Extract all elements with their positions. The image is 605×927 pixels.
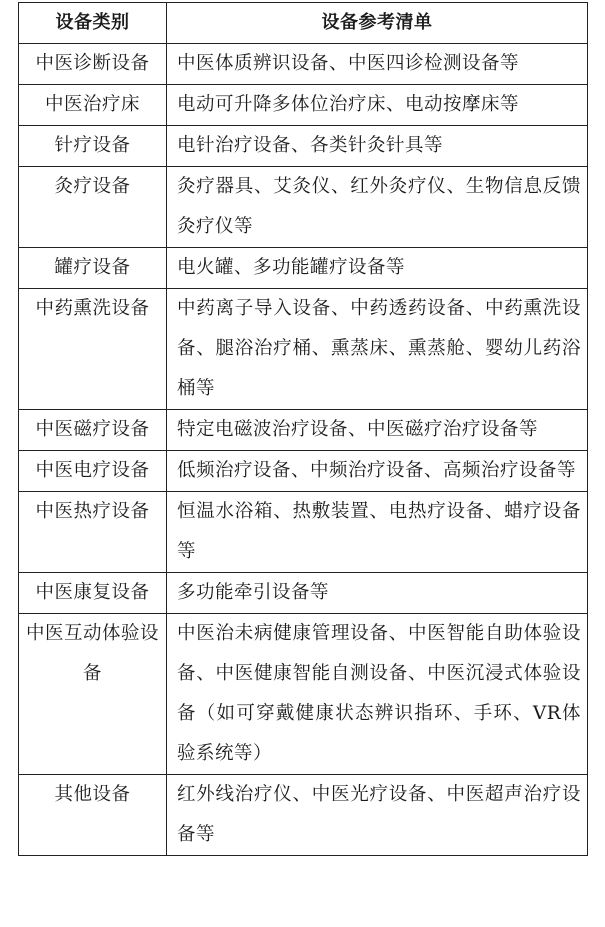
items-cell: 灸疗器具、艾灸仪、红外灸疗仪、生物信息反馈灸疗仪等: [167, 167, 588, 248]
table-row: [19, 573, 588, 614]
items-cell: 中药离子导入设备、中药透药设备、中药熏洗设备、腿浴治疗桶、熏蒸床、熏蒸舱、婴幼儿药浴桶等: [167, 289, 588, 410]
table-row: [19, 44, 588, 85]
items-cell: 多功能牵引设备等: [167, 573, 588, 614]
table-body: [19, 44, 588, 856]
category-cell: 中医磁疗设备: [19, 410, 167, 451]
items-cell: 中医体质辨识设备、中医四诊检测设备等: [167, 44, 588, 85]
equipment-table: [18, 2, 588, 856]
category-cell: 中医康复设备: [19, 573, 167, 614]
header-list: 设备参考清单: [167, 3, 588, 44]
category-cell: 灸疗设备: [19, 167, 167, 248]
items-cell: 特定电磁波治疗设备、中医磁疗治疗设备等: [167, 410, 588, 451]
table-row: [19, 492, 588, 573]
items-cell: 电动可升降多体位治疗床、电动按摩床等: [167, 85, 588, 126]
table-row: [19, 85, 588, 126]
items-cell: 低频治疗设备、中频治疗设备、高频治疗设备等: [167, 451, 588, 492]
category-cell: 中医诊断设备: [19, 44, 167, 85]
category-cell: 中医互动体验设备: [19, 614, 167, 775]
table-header: [19, 3, 588, 44]
category-cell: 中医电疗设备: [19, 451, 167, 492]
category-cell: 其他设备: [19, 775, 167, 856]
table-row: [19, 289, 588, 410]
items-cell: 电针治疗设备、各类针灸针具等: [167, 126, 588, 167]
header-row: [19, 3, 588, 44]
items-cell: 电火罐、多功能罐疗设备等: [167, 248, 588, 289]
items-cell: 恒温水浴箱、热敷装置、电热疗设备、蜡疗设备等: [167, 492, 588, 573]
category-cell: 中医热疗设备: [19, 492, 167, 573]
header-category: 设备类别: [19, 3, 167, 44]
table-row: [19, 775, 588, 856]
items-cell: 中医治未病健康管理设备、中医智能自助体验设备、中医健康智能自测设备、中医沉浸式体验设备（如可穿戴健康状态辨识指环、手环、VR体验系统等）: [167, 614, 588, 775]
category-cell: 罐疗设备: [19, 248, 167, 289]
category-cell: 针疗设备: [19, 126, 167, 167]
table-row: [19, 248, 588, 289]
table-row: [19, 126, 588, 167]
category-cell: 中药熏洗设备: [19, 289, 167, 410]
category-cell: 中医治疗床: [19, 85, 167, 126]
table-row: [19, 167, 588, 248]
table-row: [19, 614, 588, 775]
items-cell: 红外线治疗仪、中医光疗设备、中医超声治疗设备等: [167, 775, 588, 856]
table-row: [19, 410, 588, 451]
table-row: [19, 451, 588, 492]
